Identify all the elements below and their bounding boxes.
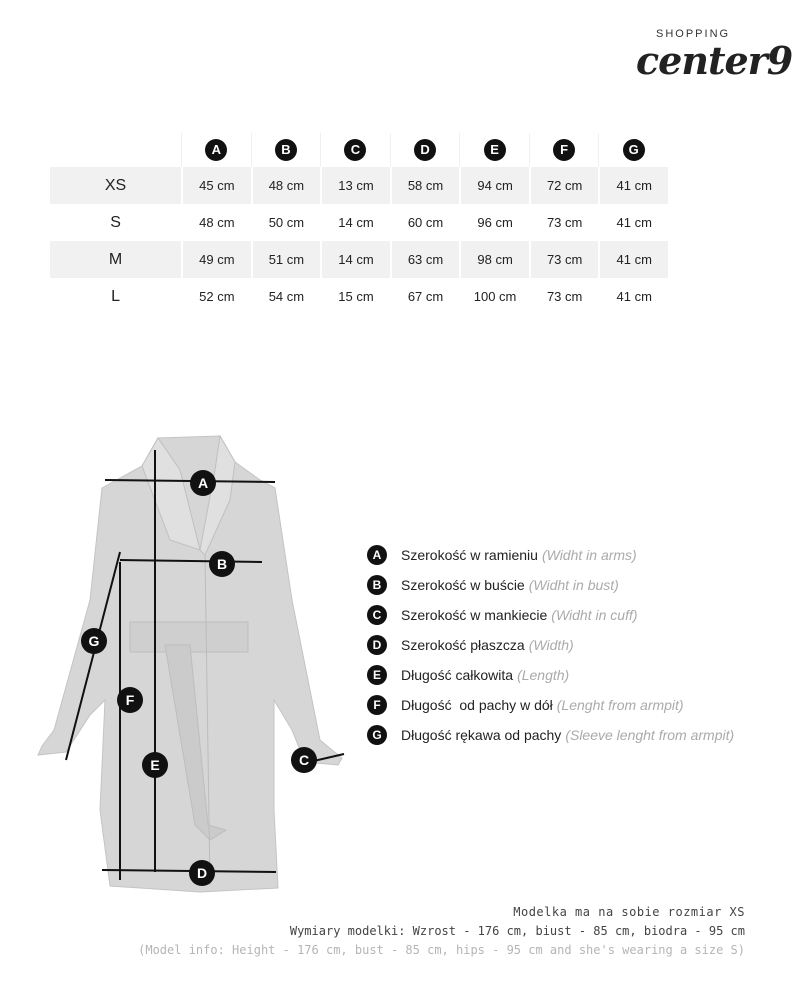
size-label: M <box>50 241 181 278</box>
table-row-m <box>50 241 668 278</box>
legend-label-pl: Szerokość w mankiecie <box>401 607 548 623</box>
legend-label-pl: Długość rękawa od pachy <box>401 727 562 743</box>
size-table <box>50 133 668 315</box>
table-cell: 14 cm <box>320 204 390 241</box>
column-header-g <box>598 133 668 167</box>
legend-label-en: (Lenght from armpit) <box>556 697 684 713</box>
legend-badge-d: D <box>367 635 387 655</box>
column-header-a <box>181 133 251 167</box>
table-cell: 41 cm <box>598 204 668 241</box>
legend-label-en: (Widht in arms) <box>541 547 637 563</box>
table-row-s <box>50 204 668 241</box>
legend-label-en: (Width) <box>528 637 574 653</box>
letter-badge-g: G <box>623 139 645 161</box>
legend-badge-g: G <box>367 725 387 745</box>
svg-text:A: A <box>197 475 209 491</box>
size-label: L <box>111 287 120 305</box>
table-cell: 51 cm <box>251 241 321 278</box>
legend-label-en: (Length) <box>517 667 570 683</box>
column-header-b <box>251 133 321 167</box>
column-header-f <box>529 133 599 167</box>
legend-label-pl: Szerokość w buście <box>401 577 525 593</box>
table-cell: 73 cm <box>529 241 599 278</box>
table-row-l <box>50 278 668 315</box>
model-info-measurements: Wymiary modelki: Wzrost - 176 cm, biust - 85 cm, biodra - 95 cm <box>289 924 745 938</box>
diagram-badge-e <box>142 752 168 778</box>
legend-label-pl: Szerokość płaszcza <box>401 637 525 653</box>
column-header-c <box>320 133 390 167</box>
brand-logo-main: center9 <box>636 38 793 83</box>
diagram-badge-a <box>190 470 216 496</box>
table-cell: 67 cm <box>390 278 460 315</box>
model-info-english: (Model info: Height - 176 cm, bust - 85 cm, hips - 95 cm and she's wearing a size S) <box>138 943 745 957</box>
letter-badge-a: A <box>205 139 227 161</box>
table-cell: 45 cm <box>181 167 251 204</box>
svg-text:D: D <box>196 865 208 881</box>
svg-text:F: F <box>125 692 135 708</box>
letter-badge-f: F <box>553 139 575 161</box>
table-cell: 41 cm <box>598 278 668 315</box>
legend-label-pl: Szerokość w ramieniu <box>401 547 538 563</box>
legend-label-pl: Długość całkowita <box>401 667 514 683</box>
table-cell: 48 cm <box>181 204 251 241</box>
table-cell: 60 cm <box>390 204 460 241</box>
table-cell: 50 cm <box>251 204 321 241</box>
table-cell: 96 cm <box>459 204 529 241</box>
column-header-e <box>459 133 529 167</box>
legend-label-en: (Widht in bust) <box>528 577 619 593</box>
svg-text:C: C <box>298 752 310 768</box>
legend-item-g <box>367 720 787 750</box>
coat-illustration <box>30 430 360 900</box>
legend-badge-e: E <box>367 665 387 685</box>
legend-item-e <box>367 660 787 690</box>
table-cell: 100 cm <box>459 278 529 315</box>
letter-badge-d: D <box>414 139 436 161</box>
letter-badge-b: B <box>275 139 297 161</box>
table-cell: 15 cm <box>320 278 390 315</box>
table-cell: 73 cm <box>529 278 599 315</box>
legend-badge-b: B <box>367 575 387 595</box>
diagram-badge-c <box>291 747 317 773</box>
svg-text:B: B <box>216 556 228 572</box>
table-cell: 52 cm <box>181 278 251 315</box>
table-cell: 72 cm <box>529 167 599 204</box>
size-header-empty <box>50 133 181 167</box>
legend-label-en: (Sleeve lenght from armpit) <box>565 727 735 743</box>
table-cell: 54 cm <box>251 278 321 315</box>
letter-badge-c: C <box>344 139 366 161</box>
diagram-badge-g <box>81 628 107 654</box>
table-cell: 63 cm <box>390 241 460 278</box>
svg-text:E: E <box>150 757 160 773</box>
letter-badge-e: E <box>484 139 506 161</box>
legend-label-pl: Długość od pachy w dół <box>401 697 553 713</box>
table-cell: 14 cm <box>320 241 390 278</box>
model-info <box>138 903 745 960</box>
measurement-legend <box>367 540 787 750</box>
table-cell: 98 cm <box>459 241 529 278</box>
diagram-badge-d <box>189 860 215 886</box>
diagram-badge-f <box>117 687 143 713</box>
diagram-badge-b <box>209 551 235 577</box>
table-cell: 48 cm <box>251 167 321 204</box>
table-row-xs <box>50 167 668 204</box>
table-cell: 73 cm <box>529 204 599 241</box>
legend-badge-a: A <box>367 545 387 565</box>
size-table-header <box>50 133 668 167</box>
svg-text:G: G <box>88 633 100 649</box>
legend-item-b <box>367 570 787 600</box>
table-cell: 41 cm <box>598 167 668 204</box>
table-cell: 13 cm <box>320 167 390 204</box>
legend-item-c <box>367 600 787 630</box>
table-cell: 58 cm <box>390 167 460 204</box>
column-header-d <box>390 133 460 167</box>
legend-item-f <box>367 690 787 720</box>
table-cell: 94 cm <box>459 167 529 204</box>
legend-badge-f: F <box>367 695 387 715</box>
legend-label-en: (Widht in cuff) <box>551 607 638 623</box>
legend-item-d <box>367 630 787 660</box>
legend-badge-c: C <box>367 605 387 625</box>
table-cell: 41 cm <box>598 241 668 278</box>
brand-logo-top: SHOPPING <box>656 28 731 40</box>
size-label: XS <box>50 167 181 204</box>
table-cell: 49 cm <box>181 241 251 278</box>
size-label: S <box>110 213 121 231</box>
legend-item-a <box>367 540 787 570</box>
model-info-size: Modelka ma na sobie rozmiar XS <box>513 905 745 919</box>
